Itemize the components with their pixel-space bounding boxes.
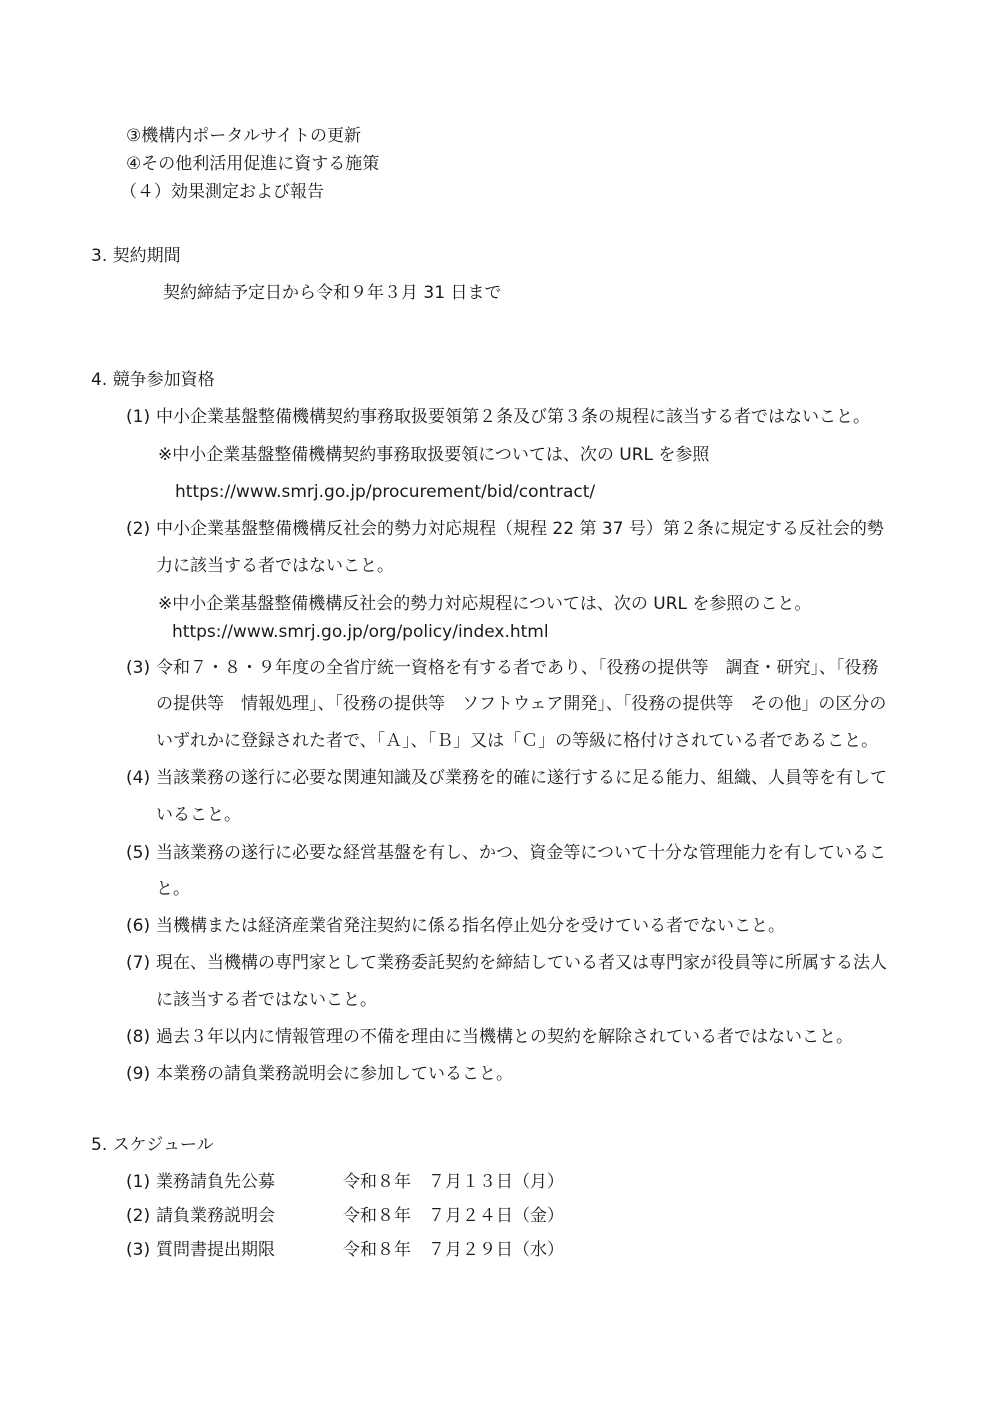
item-text: に該当する者ではないこと。 (156, 990, 377, 1010)
schedule-date: 令和８年 ７月２４日（金） (343, 1206, 564, 1226)
item-number: (4) (126, 768, 151, 788)
item-text: と。 (156, 879, 190, 899)
item-number: (3) (126, 1240, 151, 1260)
item-text: いずれかに登録された者で、「Ａ」、「Ｂ」又は「Ｃ」の等級に格付けされている者であること。 (156, 731, 879, 751)
url-link[interactable]: https://www.smrj.go.jp/procurement/bid/contract/ (175, 482, 596, 502)
item-text: 当該業務の遂行に必要な関連知識及び業務を的確に遂行するに足る能力、組織、人員等を有して (156, 768, 887, 788)
url-link[interactable]: https://www.smrj.go.jp/org/policy/index.html (172, 622, 549, 642)
item-number: (8) (126, 1027, 151, 1047)
section-heading: 4. 競争参加資格 (91, 370, 215, 390)
list-item (126, 656, 879, 680)
list-item (126, 517, 884, 541)
item-number: (1) (126, 407, 151, 427)
note-text: ※中小企業基盤整備機構契約事務取扱要領については、次の URL を参照 (158, 445, 710, 465)
list-item (126, 766, 887, 790)
note-text: ※中小企業基盤整備機構反社会的勢力対応規程については、次の URL を参照のこと。 (158, 594, 812, 614)
item-number: (6) (126, 916, 151, 936)
list-item (126, 1062, 513, 1086)
item-text: 当機構または経済産業省発注契約に係る指名停止処分を受けている者でないこと。 (156, 916, 785, 936)
item-number: (2) (126, 519, 151, 539)
item-text: の提供等 情報処理」、「役務の提供等 ソフトウェア開発」、「役務の提供等 その他」の区分の (156, 694, 887, 714)
section-heading: 3. 契約期間 (91, 246, 181, 266)
item-text: 力に該当する者ではないこと。 (156, 556, 394, 576)
list-item (126, 914, 785, 938)
item-number: (9) (126, 1064, 151, 1084)
section-heading: 5. スケジュール (91, 1135, 214, 1155)
schedule-label: 業務請負先公募 (156, 1172, 275, 1192)
schedule-date: 令和８年 ７月２９日（水） (343, 1240, 564, 1260)
list-item: ④その他利活用促進に資する施策 (126, 154, 380, 174)
schedule-label: 請負業務説明会 (156, 1206, 275, 1226)
list-item: ③機構内ポータルサイトの更新 (126, 126, 362, 146)
item-text: 中小企業基盤整備機構契約事務取扱要領第２条及び第３条の規程に該当する者ではないこと。 (156, 407, 870, 427)
item-text: 現在、当機構の専門家として業務委託契約を締結している者又は専門家が役員等に所属する法人 (156, 953, 887, 973)
sub-heading: （４）効果測定および報告 (120, 182, 324, 202)
schedule-row (126, 1204, 275, 1228)
item-text: いること。 (156, 805, 241, 825)
section-body: 契約締結予定日から令和９年３月 31 日まで (163, 283, 502, 303)
item-text: 過去３年以内に情報管理の不備を理由に当機構との契約を解除されている者ではないこと。 (156, 1027, 853, 1047)
schedule-row (126, 1238, 275, 1262)
schedule-date: 令和８年 ７月１３日（月） (343, 1172, 564, 1192)
item-number: (2) (126, 1206, 151, 1226)
item-text: 中小企業基盤整備機構反社会的勢力対応規程（規程 22 第 37 号）第２条に規定する反社会的勢 (156, 519, 884, 539)
item-number: (3) (126, 658, 151, 678)
schedule-row (126, 1170, 275, 1194)
item-number: (7) (126, 953, 151, 973)
item-text: 本業務の請負業務説明会に参加していること。 (156, 1064, 513, 1084)
item-text: 令和７・８・９年度の全省庁統一資格を有する者であり、「役務の提供等 調査・研究」、「役務 (156, 658, 879, 678)
list-item (126, 405, 870, 429)
item-text: 当該業務の遂行に必要な経営基盤を有し、かつ、資金等について十分な管理能力を有しているこ (156, 843, 886, 863)
item-number: (5) (126, 843, 151, 863)
schedule-label: 質問書提出期限 (156, 1240, 275, 1260)
list-item (126, 841, 886, 865)
item-number: (1) (126, 1172, 151, 1192)
list-item (126, 951, 887, 975)
list-item (126, 1025, 853, 1049)
